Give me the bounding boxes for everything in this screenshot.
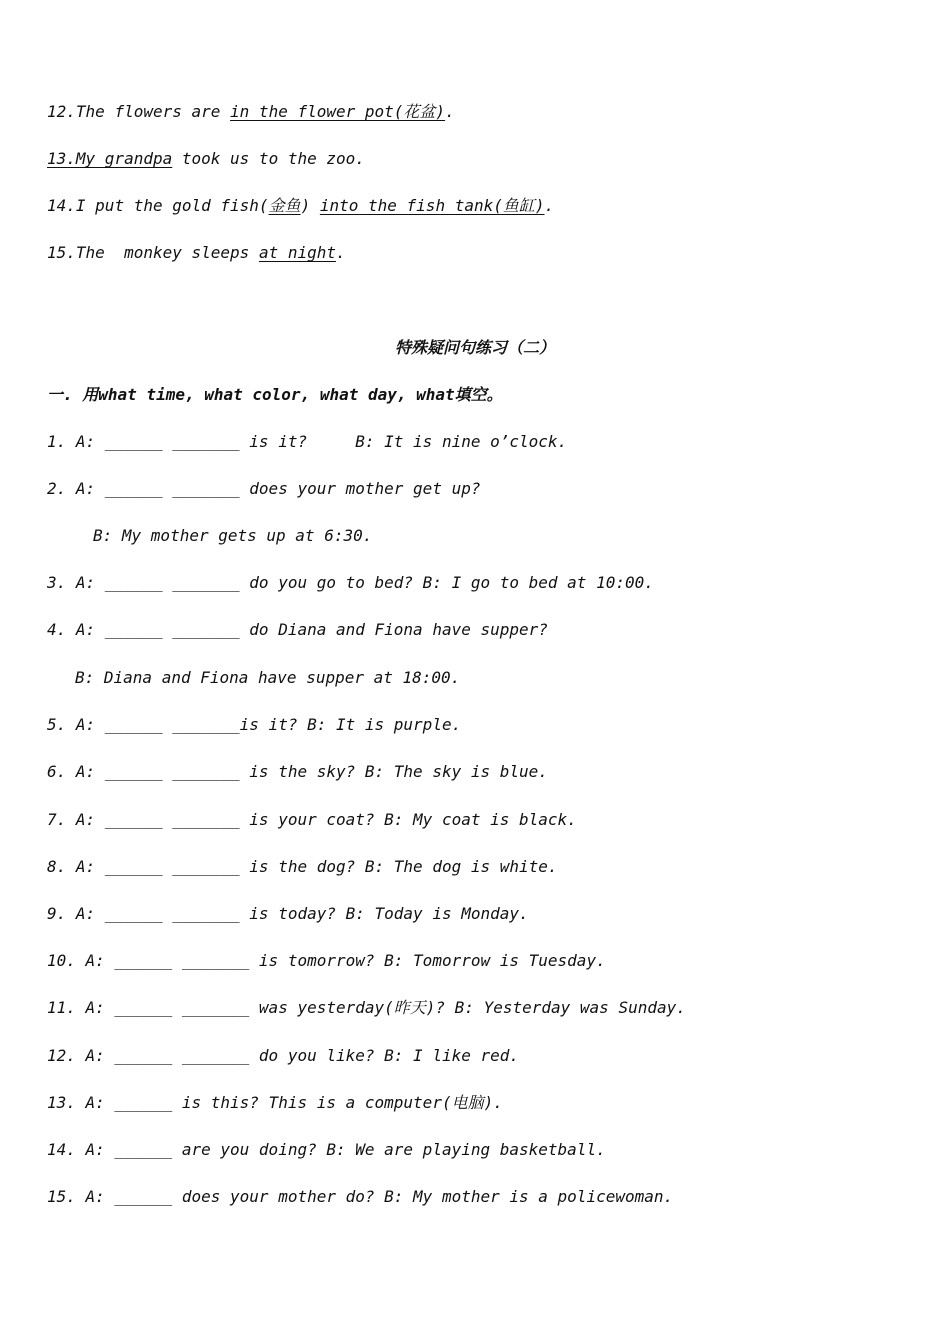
answer-text: ) (300, 196, 320, 215)
question-3: 3. A: ______ _______ do you go to bed? B: I go to bed at 10:00. (47, 573, 654, 592)
question-12: 12. A: ______ _______ do you like? B: I like red. (47, 1046, 520, 1065)
question-13: 13. A: ______ is this? This is a computer(电脑). (47, 1093, 503, 1112)
answer-text: I put the gold fish( (75, 196, 269, 215)
question-4-answer: B: Diana and Fiona have supper at 18:00. (75, 668, 461, 687)
question-7: 7. A: ______ _______ is your coat? B: My coat is black. (47, 810, 577, 829)
answer-line-12 (47, 102, 455, 122)
section-title: 特殊疑问句练习（二） (394, 338, 555, 357)
question-10: 10. A: ______ _______ is tomorrow? B: Tomorrow is Tuesday. (47, 951, 606, 970)
underlined-answer: 13.My grandpa (47, 149, 173, 168)
question-6: 6. A: ______ _______ is the sky? B: The sky is blue. (47, 762, 548, 781)
answer-number: 15. (47, 243, 76, 262)
question-14: 14. A: ______ are you doing? B: We are playing basketball. (47, 1140, 606, 1159)
underlined-answer: in the flower pot(花盆) (230, 102, 446, 121)
underlined-answer: into the fish tank(鱼缸) (319, 196, 545, 215)
answer-text: . (336, 243, 346, 262)
answer-number: 12. (47, 102, 76, 121)
answer-text: . (445, 102, 455, 121)
answer-number: 14. (47, 196, 76, 215)
question-1: 1. A: ______ _______ is it? B: It is nine o’clock. (47, 432, 568, 451)
question-8: 8. A: ______ _______ is the dog? B: The dog is white. (47, 857, 558, 876)
question-11: 11. A: ______ _______ was yesterday(昨天)? B: Yesterday was Sunday. (47, 998, 686, 1017)
answer-text: The flowers are (75, 102, 231, 121)
answer-text: took us to the zoo. (172, 149, 365, 168)
answer-text: The monkey sleeps (75, 243, 259, 262)
answer-line-14 (47, 196, 554, 216)
question-5: 5. A: ______ _______is it? B: It is purple. (47, 715, 462, 734)
question-9: 9. A: ______ _______ is today? B: Today is Monday. (47, 904, 529, 923)
answer-line-13 (47, 149, 365, 169)
question-4: 4. A: ______ _______ do Diana and Fiona have supper? (47, 620, 548, 639)
answer-line-15 (47, 243, 346, 263)
question-15: 15. A: ______ does your mother do? B: My mother is a policewoman. (47, 1187, 674, 1206)
question-2-answer: B: My mother gets up at 6:30. (93, 526, 373, 545)
underlined-answer: 金鱼 (268, 196, 301, 215)
instruction: 一. 用what time, what color, what day, what填空。 (47, 385, 503, 404)
question-2: 2. A: ______ _______ does your mother get up? (47, 479, 481, 498)
answer-text: . (544, 196, 555, 215)
underlined-answer: at night (258, 243, 336, 262)
